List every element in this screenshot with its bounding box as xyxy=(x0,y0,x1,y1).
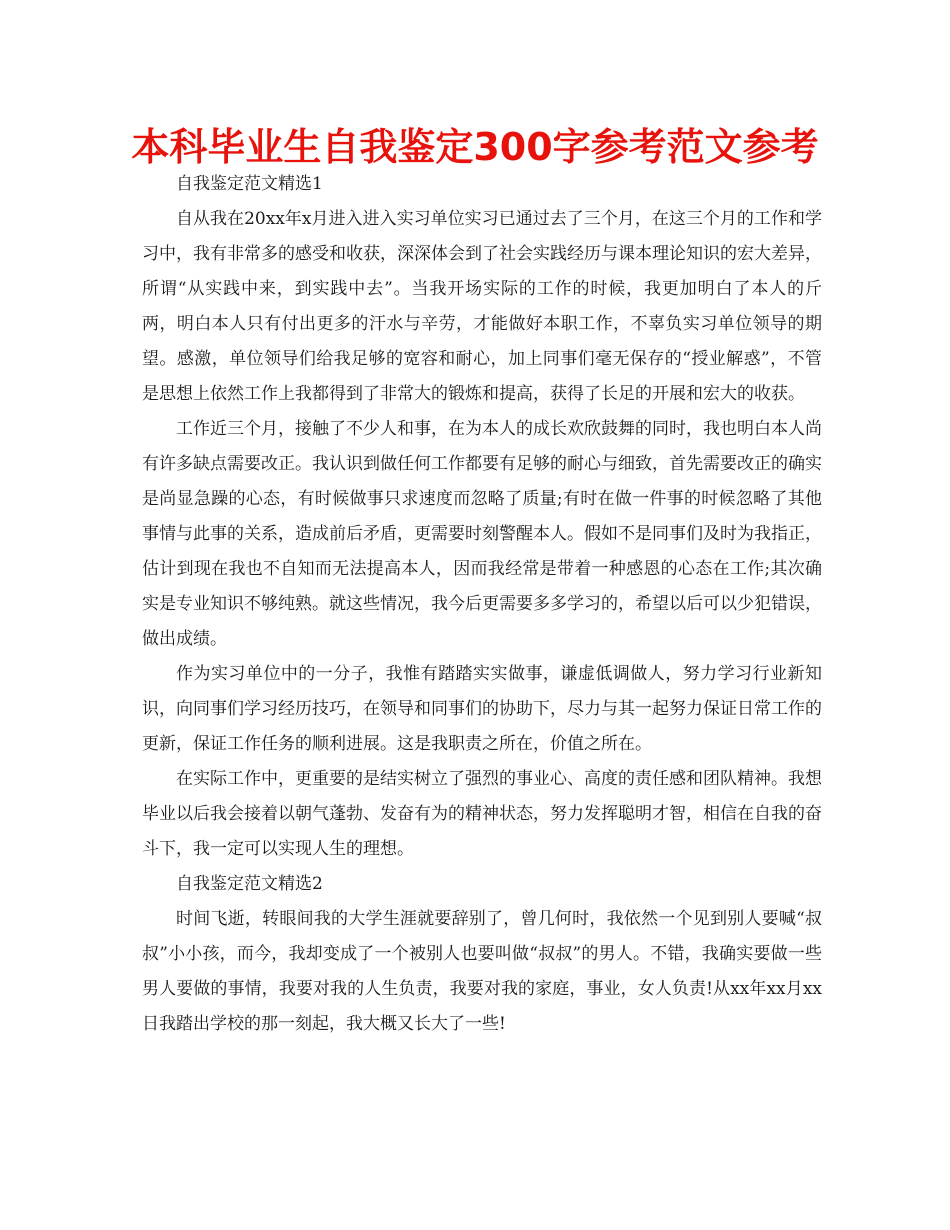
section-heading-1: 自我鉴定范文精选1 xyxy=(176,174,323,194)
document-title: 本科毕业生自我鉴定300字参考范文参考 xyxy=(131,125,819,169)
paragraph: 工作近三个月，接触了不少人和事，在为本人的成长欢欣鼓舞的同时，我也明白本人尚有许多缺点需要改正。我认识到做任何工作都要有足够的耐心与细致，首先需要改正的确实是尚显急躁的心态，有时候做事只求速度而忽略了质量;有时在做一件事的时候忽略了其他事情与此事的关系，造成前后矛盾，更需要时刻警醒本人。假如不是同事们及时为我指正，估计到现在我也不自知而无法提高本人，因而我经常是带着一种感恩的心态在工作;其次确实是专业知识不够纯熟。就这些情况，我今后更需要多多学习的，希望以后可以少犯错误，做出成绩。 xyxy=(142,419,822,649)
paragraph: 时间飞逝，转眼间我的大学生涯就要辞别了，曾几何时，我依然一个见到别人要喊“叔叔”小小孩，而今，我却变成了一个被别人也要叫做“叔叔”的男人。不错，我确实要做一些男人要做的事情，我要对我的人生负责，我要对我的家庭，事业，女人负责!从xx年xx月xx日我踏出学校的那一刻起，我大概又长大了一些! xyxy=(142,909,822,1034)
paragraph: 在实际工作中，更重要的是结实树立了强烈的事业心、高度的责任感和团队精神。我想毕业以后我会接着以朝气蓬勃、发奋有为的精神状态，努力发挥聪明才智，相信在自我的奋斗下，我一定可以实现人生的理想。 xyxy=(142,769,822,859)
paragraph: 作为实习单位中的一分子，我惟有踏踏实实做事，谦虚低调做人，努力学习行业新知识，向同事们学习经历技巧，在领导和同事们的协助下，尽力与其一起努力保证日常工作的更新，保证工作任务的顺利进展。这是我职责之所在，价值之所在。 xyxy=(142,664,822,754)
section-heading-2: 自我鉴定范文精选2 xyxy=(176,874,323,894)
paragraph: 自从我在20xx年x月进入进入实习单位实习已通过去了三个月，在这三个月的工作和学习中，我有非常多的感受和收获，深深体会到了社会实践经历与课本理论知识的宏大差异，所谓“从实践中来，到实践中去”。当我开场实际的工作的时候，我更加明白了本人的斤两，明白本人只有付出更多的汗水与辛劳，才能做好本职工作，不辜负实习单位领导的期望。感激，单位领导们给我足够的宽容和耐心，加上同事们毫无保存的“授业解惑”，不管是思想上依然工作上我都得到了非常大的锻炼和提高，获得了长足的开展和宏大的收获。 xyxy=(142,209,822,404)
document-body xyxy=(142,167,822,1042)
